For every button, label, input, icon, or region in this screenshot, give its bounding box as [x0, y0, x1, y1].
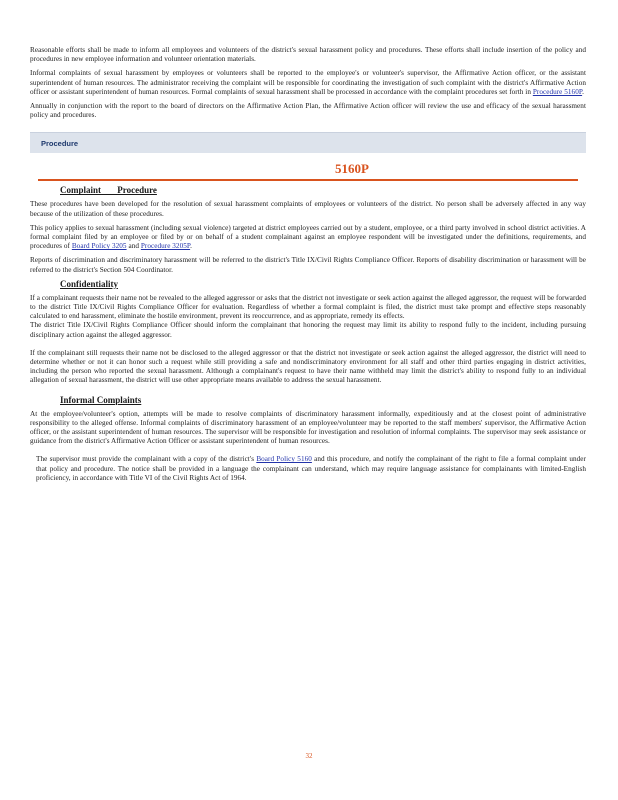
intro-paragraph-2-end: . — [582, 87, 584, 96]
intro-paragraph-2 — [30, 69, 586, 97]
informal-complaints-paragraph-2-start: The supervisor must provide the complainant with a copy of the district's — [36, 455, 255, 464]
complaint-procedure-paragraph-2 — [30, 224, 586, 252]
informal-complaints-paragraph-1: At the employee/volunteer's option, attempts will be made to resolve complaints of discriminatory harassment informally, expeditiously and at the closest point of administrative responsibility to the alleged offense. Informal complaints of discriminatory harassment of an employee/volunteer may be reported to the staff members' supervisor, the Affirmative Action officer, or the assistant superintendent of human resources. The supervisor will be responsible for investigation and resolution of informal complaints. The supervisor may seek assistance or guidance from the district's Affirmative Action Officer or assistant superintendent of human resources. — [30, 409, 586, 446]
procedure-5160p-link[interactable]: Procedure 5160P — [532, 87, 583, 96]
complaint-procedure-heading-text: Complaint Procedure — [60, 185, 157, 196]
complaint-procedure-paragraph-1: These procedures have been developed for the resolution of sexual harassment complaints of employees or volunteers of the district. No person shall be adversely affected in any way because of the utilization of these procedures. — [30, 200, 586, 218]
board-policy-5160-link[interactable]: Board Policy 5160 — [256, 455, 312, 464]
complaint-procedure-paragraph-2-text: This policy applies to sexual harassment (including sexual violence) targeted at district employees carried out by a student, employee, or a third party involved in school district activities. A formal complaint filed by an employee or filed by or on behalf of a student complainant against an employee respondent will be investigated under the definitions, requirements, and procedures of — [30, 223, 586, 251]
informal-complaints-paragraph-2 — [30, 455, 586, 483]
informal-complaints-paragraph-2-text: and this procedure, and notify the complainant of the right to file a formal complaint under that policy and procedure. The notice shall be provided in a language the complainant can understand, which may require language assistance for complainants with limited-English proficiency, in accordance with Title VI of the Civil Rights Act of 1964. — [36, 455, 586, 482]
orange-divider — [38, 179, 578, 181]
confidentiality-paragraph-2: The district Title IX/Civil Rights Compliance Officer should inform the complainant that honoring the request may limit its ability to respond fully to the incident, including pursuing disciplinary action against the alleged aggressor. — [30, 321, 586, 339]
informal-complaints-heading-text: Informal Complaints — [60, 394, 142, 405]
document-body — [30, 46, 586, 483]
complaint-procedure-and: and — [128, 242, 139, 251]
policy-number: 5160P — [335, 161, 369, 177]
informal-complaints-heading — [30, 394, 586, 406]
intro-paragraph-1: Reasonable efforts shall be made to inform all employees and volunteers of the district's sexual harassment policy and procedures. These efforts shall include insertion of the policy and procedures in new employee information and volunteer orientation materials. — [30, 46, 586, 64]
procedure-banner-label: Procedure — [41, 138, 79, 148]
confidentiality-paragraph-3: If the complainant still requests their name not be disclosed to the alleged aggressor or that the district not investigate or seek action against the alleged aggressor, the district will need to determine whether or not it can honor such a request while still providing a safe and nondiscriminatory environment for all staff and other third parties engaging in district activities, including the person who reported the sexual harassment. Although a complainant's request to have their name withheld may limit the district's ability to respond fully to an individual allegation of sexual harassment, the district will use other appropriate means available to address the sexual harassment. — [30, 348, 586, 385]
complaint-procedure-paragraph-3: Reports of discrimination and discriminatory harassment will be referred to the district's Title IX/Civil Rights Compliance Officer. Reports of disability discrimination or harassment will be referred to the district's Section 504 Coordinator. — [30, 256, 586, 274]
intro-paragraph-2-text: Informal complaints of sexual harassment by employees or volunteers shall be reported to the employee's or volunteer's supervisor, the Affirmative Action officer, or the assistant superintendent of human resources. The administrator receiving the complaint will be responsible for coordinating the investigation of such complaint with the district's Affirmative Action officer or assistant superintendent of human resources. Formal complaints of sexual harassment shall be processed in accordance with the complaint procedures set forth in — [30, 69, 586, 96]
procedure-3205p-link[interactable]: Procedure 3205P — [140, 242, 191, 251]
page-number: 32 — [305, 752, 313, 760]
confidentiality-heading — [30, 278, 586, 290]
complaint-procedure-paragraph-2-end: . — [190, 242, 192, 251]
procedure-banner — [30, 132, 586, 153]
complaint-procedure-heading — [30, 184, 586, 196]
board-policy-3205-link[interactable]: Board Policy 3205 — [71, 242, 127, 251]
intro-paragraph-3: Annually in conjunction with the report to the board of directors on the Affirmative Action Plan, the Affirmative Action officer will review the use and efficacy of the sexual harassment policy and procedures. — [30, 102, 586, 120]
confidentiality-paragraph-1: If a complainant requests their name not be revealed to the alleged aggressor or asks that the district not investigate or seek action against the alleged aggressor, the request will be forwarded to the district Title IX/Civil Rights Compliance Officer for evaluation. Regardless of whether a formal complaint is filed, the district must take prompt and effective steps reasonably calculated to end harassment, eliminate the hostile environment, prevent its reoccurrence, and as appropriate, remedy its effects. — [30, 293, 586, 321]
confidentiality-heading-text: Confidentiality — [60, 278, 119, 289]
